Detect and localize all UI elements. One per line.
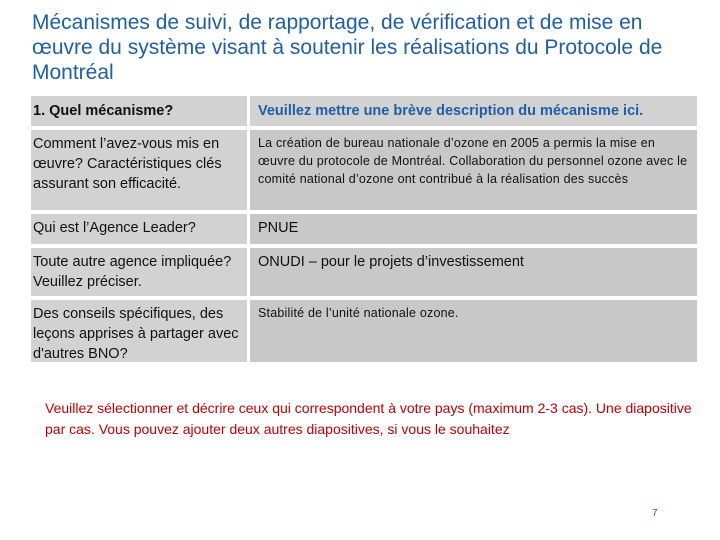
row-advice-answer: Stabilité de l’unité nationale ozone. bbox=[247, 296, 697, 362]
row-lead-agency-question: Qui est l’Agence Leader? bbox=[31, 210, 247, 244]
row-implementation-question: Comment l’avez-vous mis en œuvre? Caractéristiques clés assurant son efficacité. bbox=[31, 126, 247, 210]
row-advice-question: Des conseils spécifiques, des leçons apprises à partager avec d'autres BNO? bbox=[31, 296, 247, 362]
row-lead-agency-answer: PNUE bbox=[247, 210, 697, 244]
instruction-note: Veuillez sélectionner et décrire ceux qui correspondent à votre pays (maximum 2-3 cas). Une diapositive par cas. Vous pouvez ajouter deux autres diapositives, si vous le souhaitez bbox=[45, 400, 692, 437]
table-header-answer: Veuillez mettre une brève description du mécanisme ici. bbox=[247, 96, 697, 126]
table-header-question: 1. Quel mécanisme? bbox=[31, 96, 247, 126]
row-implementation-answer: La création de bureau nationale d’ozone en 2005 a permis la mise en œuvre du protocole de Montréal. Collaboration du personnel ozone avec le comité national d’ozone ont contribué à la réalisation des succès bbox=[247, 126, 697, 210]
row-other-agency-answer: ONUDI – pour le projets d’investissement bbox=[247, 244, 697, 296]
page-number: 7 bbox=[652, 508, 658, 519]
slide-title: Mécanismes de suivi, de rapportage, de vérification et de mise en œuvre du système visant à soutenir les réalisations du Protocole de Montréal bbox=[32, 11, 663, 84]
mechanism-table bbox=[31, 96, 697, 362]
row-other-agency-question: Toute autre agence impliquée? Veuillez préciser. bbox=[31, 244, 247, 296]
